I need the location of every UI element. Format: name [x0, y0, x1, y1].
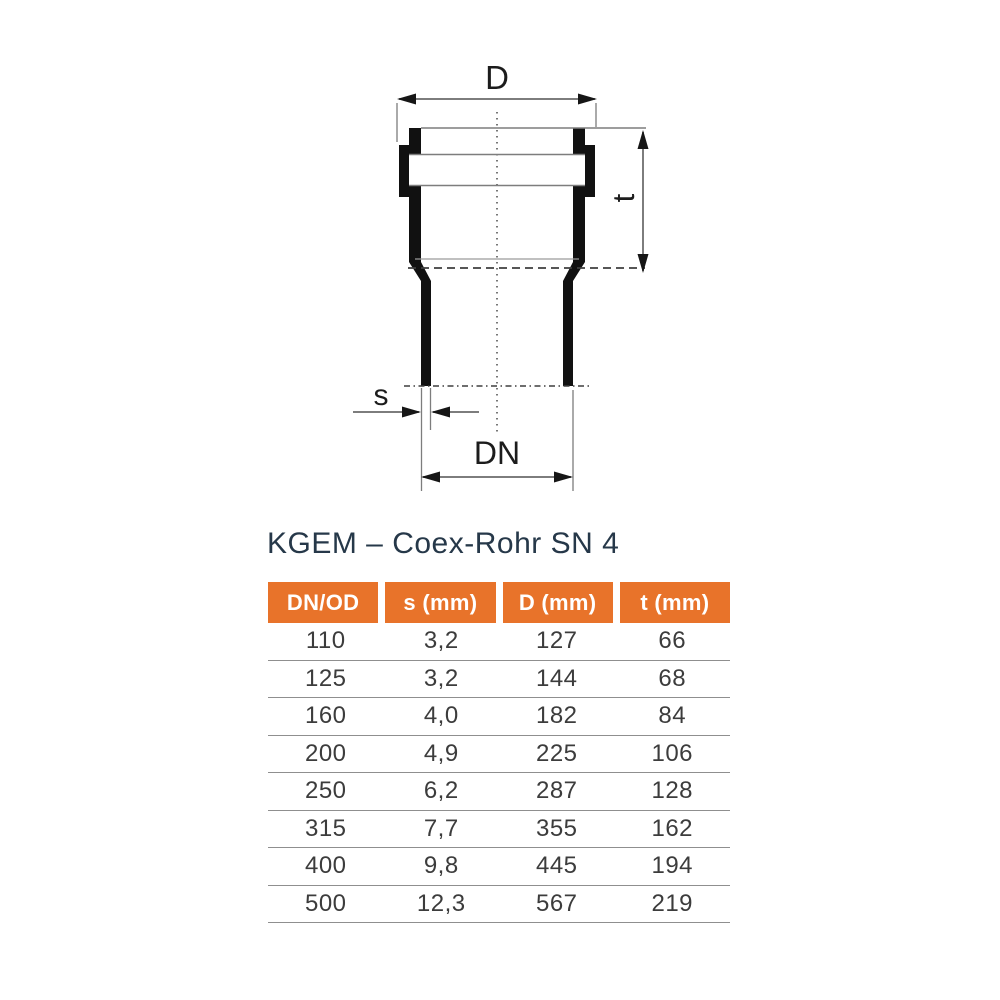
- cell-d: 182: [535, 702, 578, 730]
- column-header-dn-od: DN/OD: [268, 582, 378, 623]
- cell-s: 7,7: [423, 814, 459, 842]
- cell-d: 287: [535, 777, 578, 805]
- table-row: [268, 886, 730, 924]
- dn-label: DN: [473, 435, 521, 471]
- table-header-row: [268, 582, 730, 623]
- cell-d: 567: [535, 889, 578, 917]
- dimension-table: [268, 582, 730, 923]
- cell-dn: 400: [304, 852, 347, 880]
- cell-t: 106: [651, 739, 694, 767]
- cell-s: 4,9: [423, 739, 459, 767]
- table-row: [268, 623, 730, 661]
- column-header-s: s (mm): [385, 582, 495, 623]
- cell-dn: 500: [304, 889, 347, 917]
- cell-s: 6,2: [423, 777, 459, 805]
- cell-t: 68: [658, 664, 687, 692]
- product-title: KGEM – Coex-Rohr SN 4: [267, 527, 620, 560]
- pipe-wall-right: [563, 128, 595, 386]
- dimension-s: [353, 379, 479, 491]
- cell-dn: 200: [304, 739, 347, 767]
- cell-s: 12,3: [416, 889, 466, 917]
- cell-s: 4,0: [423, 702, 459, 730]
- s-arrowhead-left: [402, 407, 421, 418]
- dn-arrowhead-right: [554, 472, 573, 483]
- cell-d: 127: [535, 627, 578, 655]
- table-row: [268, 773, 730, 811]
- cell-dn: 125: [304, 664, 347, 692]
- table-body: [268, 623, 730, 923]
- dn-arrowhead-left: [421, 472, 440, 483]
- cell-t: 84: [658, 702, 687, 730]
- cell-s: 3,2: [423, 627, 459, 655]
- dimension-d: [397, 59, 597, 142]
- d-label: D: [485, 59, 509, 96]
- cell-s: 3,2: [423, 664, 459, 692]
- dimension-t: [606, 130, 649, 273]
- d-arrowhead-right: [578, 94, 597, 105]
- cell-dn: 160: [304, 702, 347, 730]
- cell-t: 66: [658, 627, 687, 655]
- table-row: [268, 736, 730, 774]
- cell-dn: 110: [305, 627, 346, 655]
- cell-s: 9,8: [423, 852, 459, 880]
- cell-d: 445: [535, 852, 578, 880]
- cell-t: 128: [651, 777, 694, 805]
- cell-d: 355: [535, 814, 578, 842]
- cell-t: 162: [651, 814, 694, 842]
- cell-t: 194: [651, 852, 694, 880]
- column-header-t: t (mm): [620, 582, 730, 623]
- t-arrowhead-bottom: [638, 254, 649, 273]
- d-arrowhead-left: [397, 94, 416, 105]
- t-arrowhead-top: [638, 130, 649, 149]
- cell-d: 225: [535, 739, 578, 767]
- cell-d: 144: [535, 664, 578, 692]
- table-row: [268, 811, 730, 849]
- s-label: s: [373, 379, 389, 412]
- table-row: [268, 698, 730, 736]
- pipe-wall-left: [399, 128, 431, 386]
- cell-dn: 315: [304, 814, 347, 842]
- cell-t: 219: [651, 889, 694, 917]
- cell-dn: 250: [304, 777, 347, 805]
- t-label: t: [606, 193, 641, 203]
- column-header-d: D (mm): [503, 582, 613, 623]
- dimension-dn: [421, 390, 573, 491]
- table-row: [268, 661, 730, 699]
- socket-edge-lines: [409, 128, 646, 186]
- table-row: [268, 848, 730, 886]
- s-arrowhead-right: [431, 407, 450, 418]
